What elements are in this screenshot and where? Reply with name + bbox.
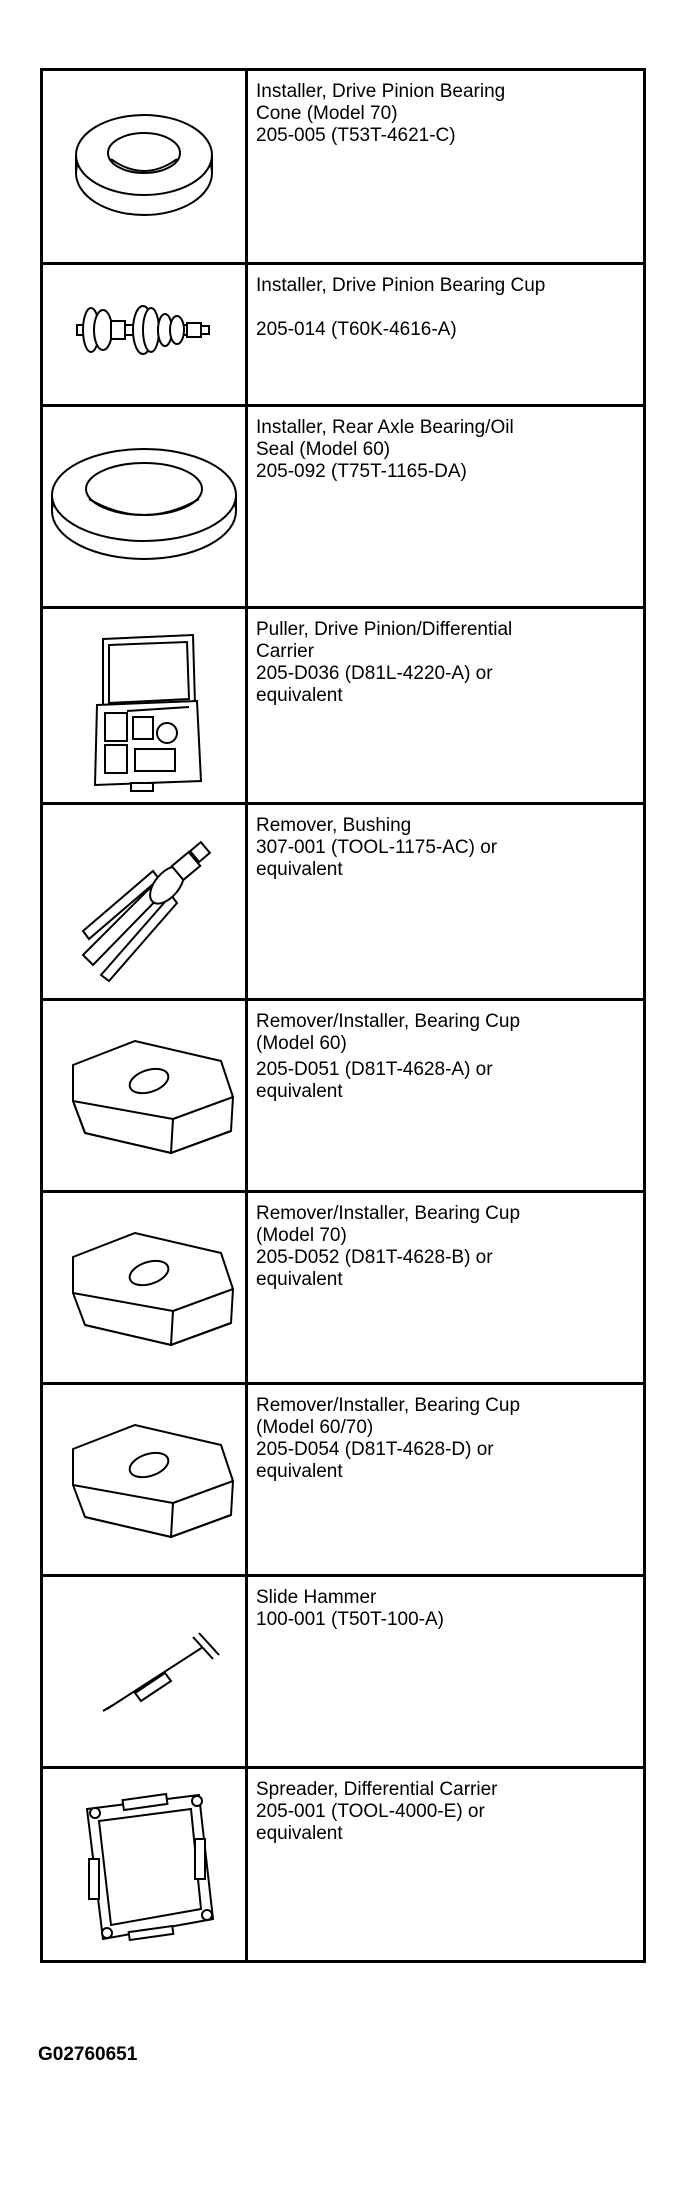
tool-line: 205-001 (TOOL-4000-E) or [256,1801,485,1822]
table-row [42,406,645,608]
tool-image-cell [42,804,247,1000]
tool-line: 205-D052 (D81T-4628-B) or [256,1247,493,1268]
bearing-cup-disc-icon [43,1193,245,1379]
tool-line: Seal (Model 60) [256,439,391,460]
table-row [42,1000,645,1192]
tool-line: Installer, Rear Axle Bearing/Oil [256,417,514,438]
tool-line: Spreader, Differential Carrier [256,1779,498,1800]
tool-description [247,1000,645,1192]
tool-line [256,297,633,319]
bearing-cup-disc-icon [43,1385,245,1571]
table-row [42,608,645,804]
tool-image-cell [42,1192,247,1384]
bearing-cone-installer-icon [43,71,245,259]
tool-image-cell [42,608,247,804]
tool-image-cell [42,1384,247,1576]
tool-image-cell [42,264,247,406]
tool-image-cell [42,70,247,264]
tool-line: Installer, Drive Pinion Bearing Cup [256,275,546,296]
bearing-cup-disc-icon [43,1001,245,1187]
tool-line: 307-001 (TOOL-1175-AC) or [256,837,498,858]
tool-line: 205-005 (T53T-4621-C) [256,125,456,146]
table-row [42,804,645,1000]
table-row [42,1384,645,1576]
table-row [42,1192,645,1384]
tool-line: Slide Hammer [256,1587,377,1608]
table-row [42,1576,645,1768]
tool-image-cell [42,1576,247,1768]
tool-line: (Model 70) [256,1225,347,1246]
tool-line: 205-D051 (D81T-4628-A) or [256,1059,493,1080]
tool-image-cell [42,1000,247,1192]
tool-description [247,1576,645,1768]
axle-seal-installer-icon [43,407,245,603]
tool-description [247,70,645,264]
tool-line: Remover/Installer, Bearing Cup [256,1011,521,1032]
special-tools-table [40,68,646,1963]
tool-line: Cone (Model 70) [256,103,398,124]
tool-line: 100-001 (T50T-100-A) [256,1609,444,1630]
table-row [42,264,645,406]
bushing-remover-icon [43,805,245,995]
tool-line: (Model 60/70) [256,1417,374,1438]
tool-line: Installer, Drive Pinion Bearing [256,81,506,102]
tool-image-cell [42,406,247,608]
carrier-spreader-icon [43,1769,245,1957]
tool-line: Remover/Installer, Bearing Cup [256,1203,521,1224]
tool-image-cell [42,1768,247,1962]
tool-line: 205-014 (T60K-4616-A) [256,319,457,340]
tool-description [247,406,645,608]
bearing-cup-installer-icon [43,265,245,401]
tool-line: equivalent [256,1823,343,1844]
tool-description [247,1192,645,1384]
tool-line: equivalent [256,1461,343,1482]
tool-line: equivalent [256,859,343,880]
tool-line: Carrier [256,641,315,662]
tool-description [247,1768,645,1962]
puller-kit-case-icon [43,609,245,799]
figure-id: G02760651 [38,2044,138,2065]
tool-description [247,1384,645,1576]
tool-line: 205-D054 (D81T-4628-D) or [256,1439,494,1460]
tool-description [247,804,645,1000]
slide-hammer-icon [43,1577,245,1763]
table-row [42,70,645,264]
tool-description [247,264,645,406]
tool-line: (Model 60) [256,1033,347,1054]
tool-line: Remover, Bushing [256,815,412,836]
tool-line: 205-D036 (D81L-4220-A) or [256,663,493,684]
tool-description [247,608,645,804]
tool-line: Puller, Drive Pinion/Differential [256,619,513,640]
tool-line: equivalent [256,1081,343,1102]
tool-line: equivalent [256,1269,343,1290]
tool-line: equivalent [256,685,343,706]
table-row [42,1768,645,1962]
tool-line: 205-092 (T75T-1165-DA) [256,461,467,482]
tool-line: Remover/Installer, Bearing Cup [256,1395,521,1416]
